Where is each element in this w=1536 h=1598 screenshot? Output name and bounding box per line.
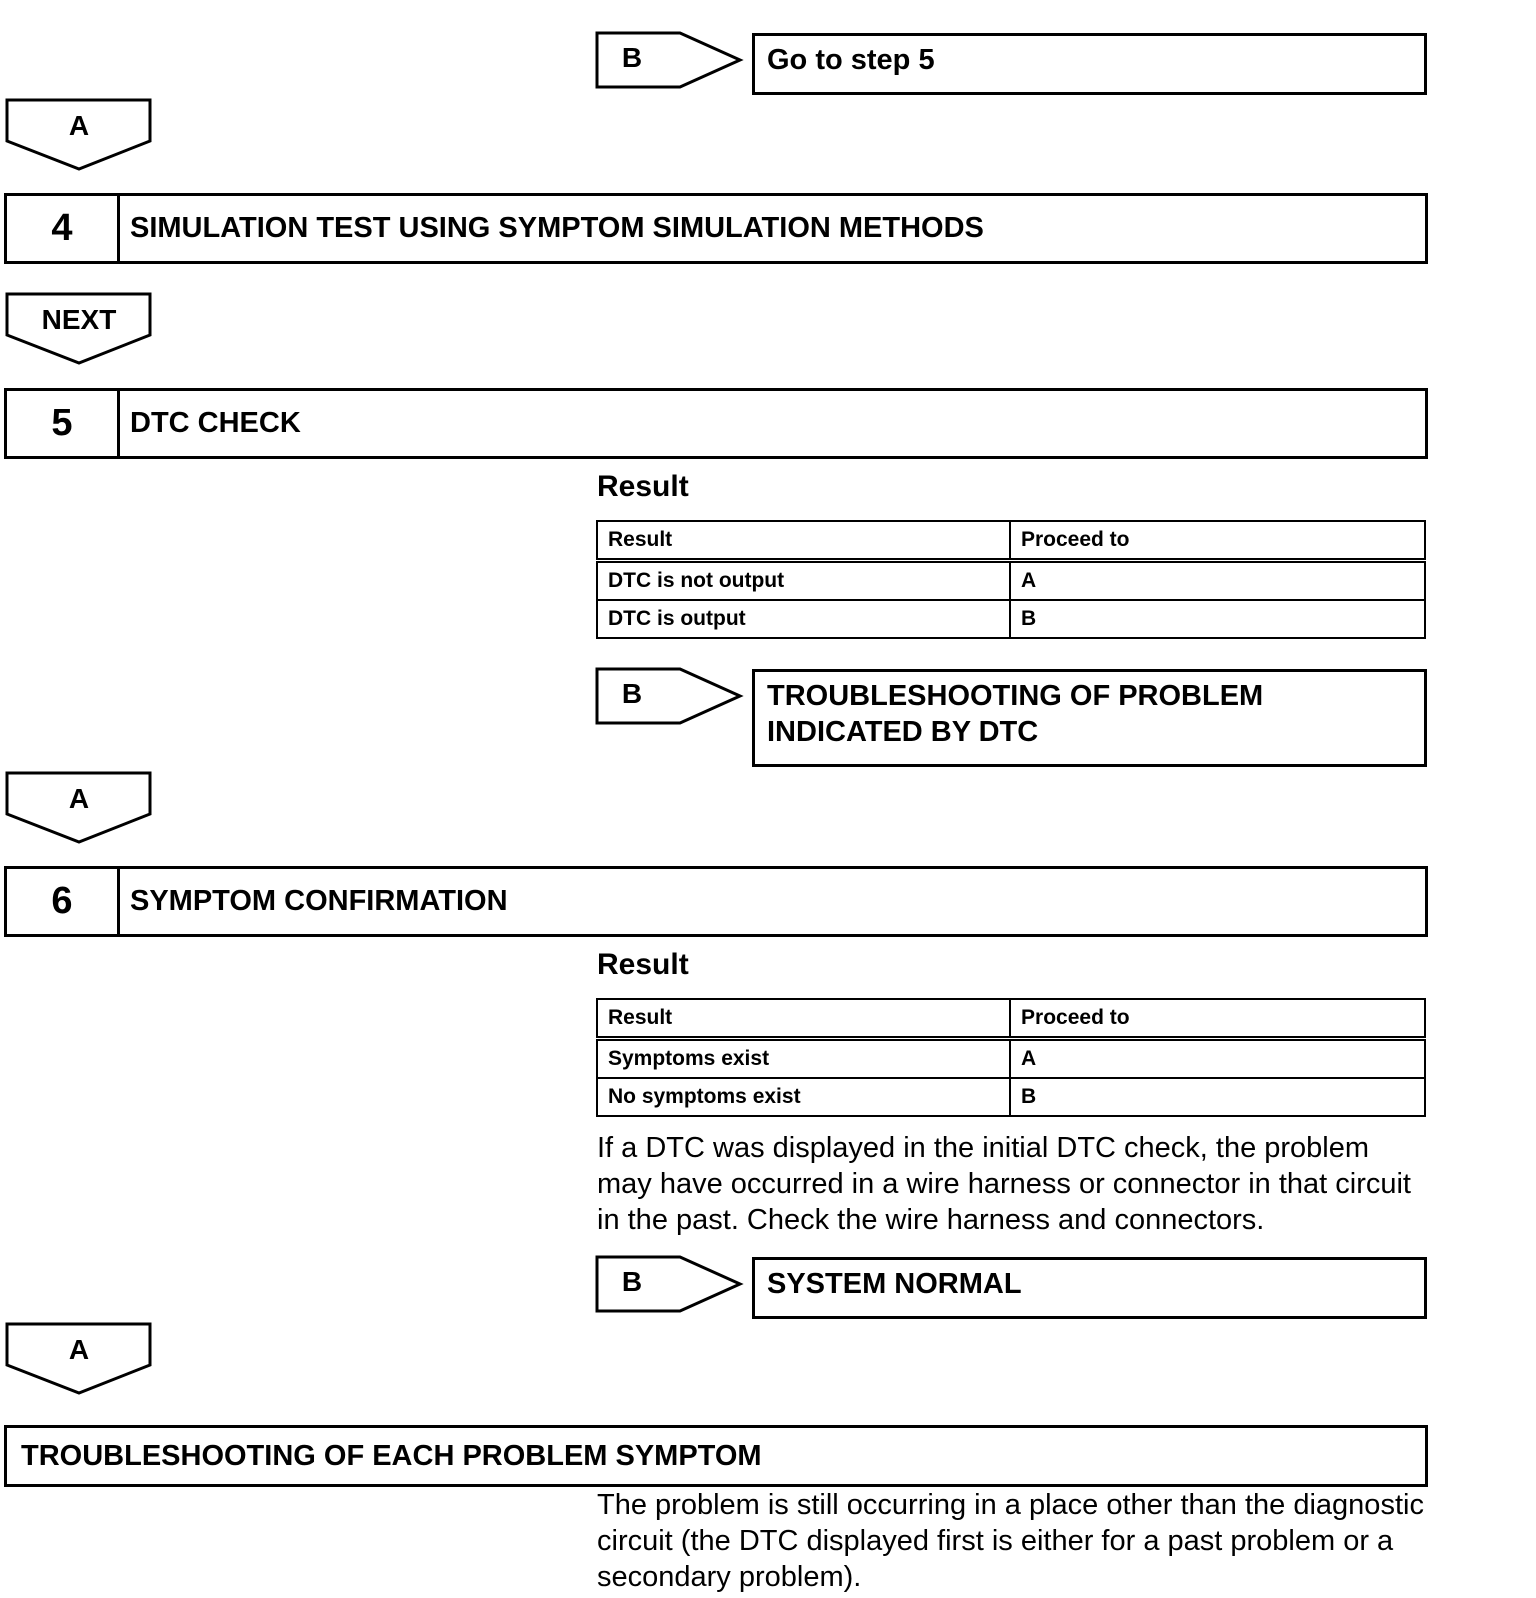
go-to-step-5-box: Go to step 5 <box>752 33 1427 95</box>
destination-line-1: TROUBLESHOOTING OF PROBLEM <box>767 680 1264 712</box>
next-label: NEXT <box>41 304 117 335</box>
table-row <box>597 561 1425 601</box>
step-4-number: 4 <box>7 196 120 261</box>
table-header-row <box>597 521 1425 561</box>
table-row <box>597 1078 1425 1116</box>
branch-b-label: B <box>621 678 643 709</box>
step-6-title: SYMPTOM CONFIRMATION <box>130 885 508 917</box>
troubleshooting-dtc-box <box>752 669 1427 767</box>
step-4-title: SIMULATION TEST USING SYMPTOM SIMULATION METHODS <box>130 212 984 244</box>
table-cell-result: No symptoms exist <box>597 1078 1010 1116</box>
branch-b-label: B <box>621 1266 643 1297</box>
table-cell-proceed: B <box>1010 600 1425 638</box>
step-6-result-heading: Result <box>597 948 689 981</box>
step-5-title: DTC CHECK <box>130 407 301 439</box>
step-6-number: 6 <box>7 869 120 934</box>
table-cell-proceed: A <box>1010 1039 1425 1079</box>
continue-a-label: A <box>68 783 90 814</box>
table-header-result: Result <box>597 999 1010 1039</box>
continue-a-label: A <box>68 110 90 141</box>
step-6-note: If a DTC was displayed in the initial DTC check, the problem may have occurred in a wire harness or connector in that circuit in the past. Check the wire harness and connectors. <box>597 1132 1411 1236</box>
table-cell-proceed: B <box>1010 1078 1425 1116</box>
table-cell-result: Symptoms exist <box>597 1039 1010 1079</box>
table-header-proceed: Proceed to <box>1010 999 1425 1039</box>
destination-line-2: INDICATED BY DTC <box>767 716 1039 748</box>
step-5-result-heading: Result <box>597 470 689 503</box>
final-header: TROUBLESHOOTING OF EACH PROBLEM SYMPTOM <box>4 1425 1428 1487</box>
system-normal-box: SYSTEM NORMAL <box>752 1257 1427 1319</box>
table-row <box>597 1039 1425 1079</box>
branch-b-label: B <box>621 42 643 73</box>
table-cell-result: DTC is output <box>597 600 1010 638</box>
step-5-header <box>4 388 1428 459</box>
step-5-number: 5 <box>7 391 120 456</box>
final-note: The problem is still occurring in a place other than the diagnostic circuit (the DTC displayed first is either for a past problem or a secondary problem). <box>597 1489 1424 1593</box>
table-row <box>597 600 1425 638</box>
table-cell-result: DTC is not output <box>597 561 1010 601</box>
table-header-result: Result <box>597 521 1010 561</box>
continue-a-label: A <box>68 1334 90 1365</box>
table-header-row <box>597 999 1425 1039</box>
step-6-header <box>4 866 1428 937</box>
step-6-result-table <box>596 998 1426 1117</box>
step-5-result-table <box>596 520 1426 639</box>
table-cell-proceed: A <box>1010 561 1425 601</box>
step-4-header <box>4 193 1428 264</box>
table-header-proceed: Proceed to <box>1010 521 1425 561</box>
